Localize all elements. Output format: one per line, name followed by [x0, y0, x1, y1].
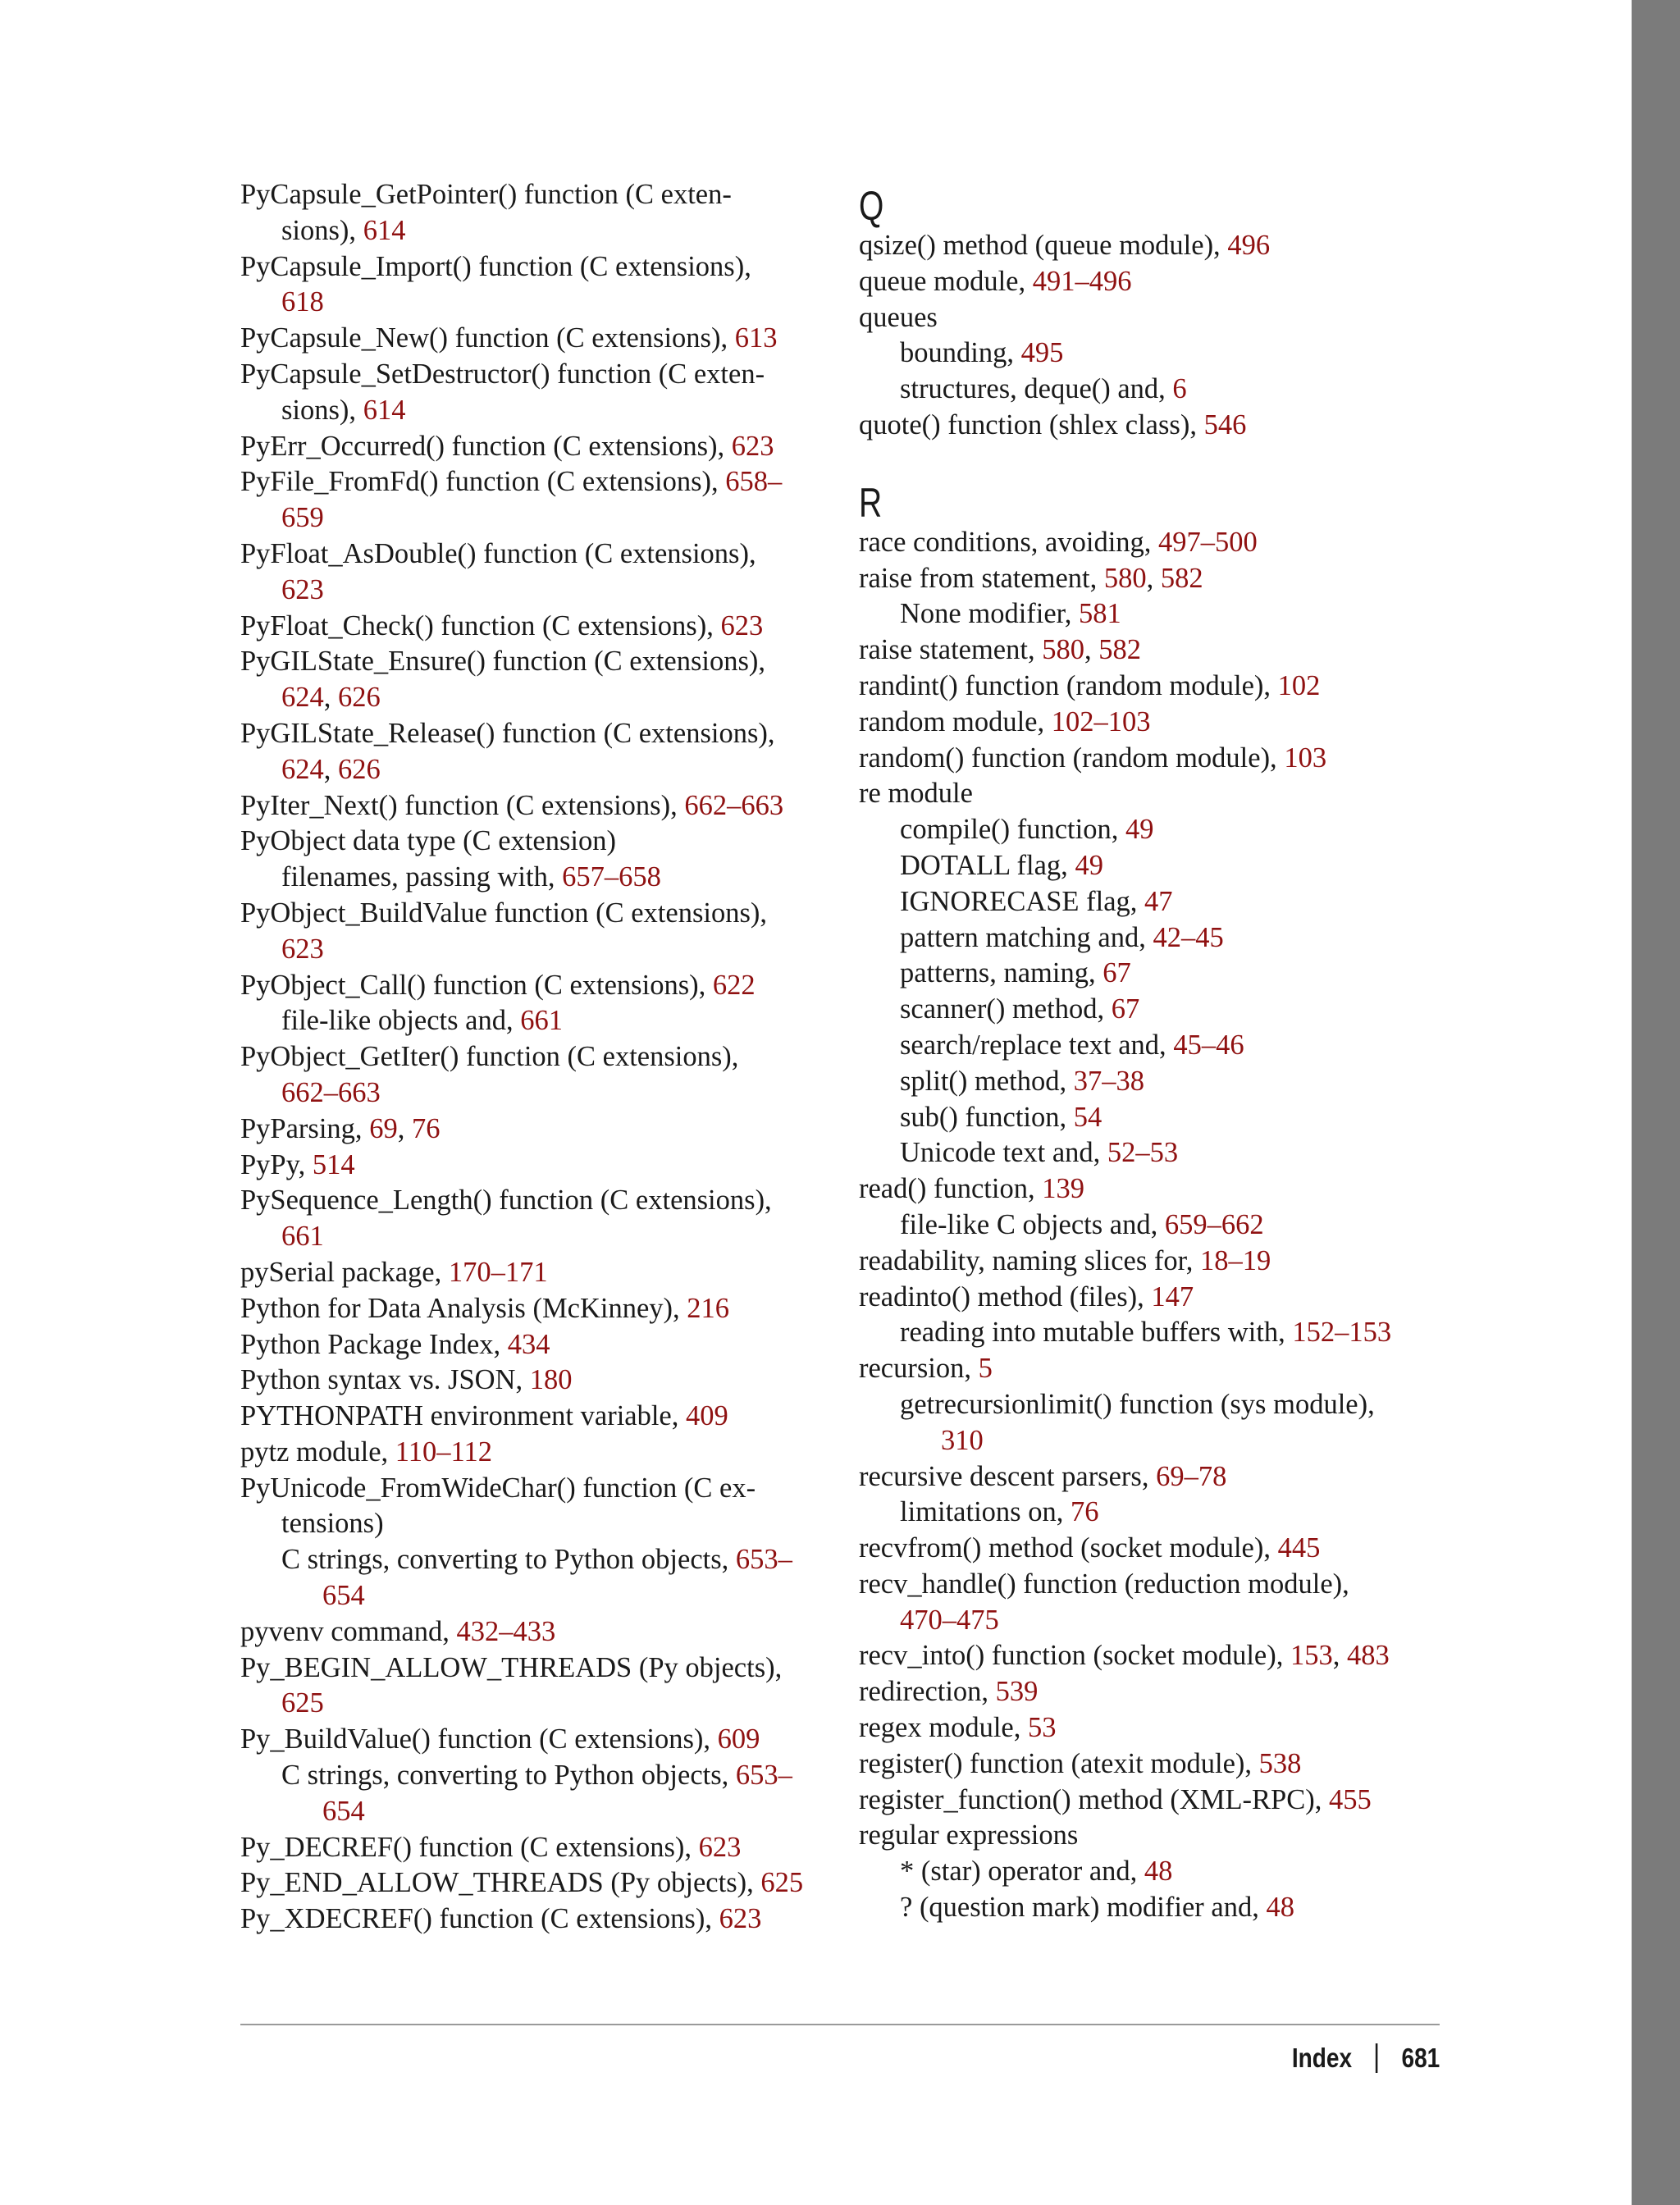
index-entry [859, 228, 1449, 264]
page-reference-link[interactable]: 103 [1284, 742, 1327, 774]
index-subentry [859, 884, 1449, 920]
index-entry [859, 1171, 1449, 1208]
index-entry [240, 1865, 839, 1901]
page-reference-link[interactable]: 110–112 [395, 1436, 492, 1468]
page-reference-link[interactable]: 170–171 [448, 1256, 548, 1288]
index-entry-text: structures, deque() and, [900, 373, 1173, 405]
index-entry [240, 357, 839, 393]
footer-section-label: Index [1291, 2043, 1352, 2073]
index-entry-text: pyvenv command, [240, 1615, 457, 1647]
index-entry-text: recvfrom() method (socket module), [859, 1532, 1278, 1564]
index-entry [240, 896, 839, 932]
index-entry-text: PyCapsule_Import() function (C extensions), [240, 250, 751, 282]
index-entry-text: register_function() method (XML-RPC), [859, 1783, 1329, 1815]
index-entry-text: DOTALL flag, [900, 849, 1075, 881]
index-entry [859, 1818, 1449, 1854]
index-column-right [859, 184, 1449, 1926]
index-entry-text: recv_into() function (socket module), [859, 1640, 1290, 1672]
index-entry-text: * (star) operator and, [900, 1856, 1144, 1888]
index-entry-text: raise statement, [859, 634, 1043, 666]
page-reference-link[interactable]: 514 [312, 1148, 355, 1180]
index-entry [859, 776, 1449, 812]
page-reference-link[interactable]: 69 [369, 1112, 398, 1144]
index-entry [240, 716, 839, 752]
index-entry [240, 1291, 839, 1327]
index-entry-text: regex module, [859, 1712, 1028, 1744]
index-entry [240, 644, 839, 680]
index-entry [240, 1471, 839, 1507]
index-entry-text: C strings, converting to Python objects, [281, 1544, 736, 1576]
page-reference-link[interactable]: 659 [281, 502, 324, 534]
index-subentry [240, 573, 839, 609]
index-entry [859, 264, 1449, 300]
page-reference-link[interactable]: 623 [720, 609, 764, 641]
page-reference-link[interactable]: 153 [1290, 1640, 1333, 1672]
index-entry-text: read() function, [859, 1173, 1043, 1205]
index-entry-text: random() function (random module), [859, 742, 1285, 774]
page-reference-link[interactable]: 53 [1027, 1712, 1057, 1744]
page-reference-link[interactable]: 432–433 [456, 1615, 556, 1647]
page-reference-link[interactable]: 76 [1070, 1496, 1099, 1528]
index-subentry [859, 848, 1449, 884]
index-subentry [240, 1506, 839, 1542]
page-reference-link[interactable]: 470–475 [900, 1604, 999, 1636]
index-entry [240, 464, 839, 500]
index-entry-text: getrecursionlimit() function (sys module), [900, 1388, 1375, 1420]
page-reference-link[interactable]: 654 [322, 1580, 365, 1612]
index-entry-text: Py_BuildValue() function (C extensions), [240, 1723, 718, 1755]
index-entry-text: register() function (atexit module), [859, 1747, 1259, 1779]
index-entry [240, 609, 839, 645]
page-reference-link[interactable]: 625 [760, 1867, 804, 1899]
index-subentry [859, 1100, 1449, 1136]
index-entry [240, 249, 839, 285]
index-subentry [859, 1854, 1449, 1890]
page-reference-link[interactable]: 67 [1102, 957, 1131, 989]
page-reference-link[interactable]: 497–500 [1158, 526, 1258, 558]
page-reference-link[interactable]: 614 [363, 214, 406, 246]
page-reference-link[interactable]: 491–496 [1032, 265, 1132, 297]
index-entry-text: split() method, [900, 1065, 1074, 1097]
index-entry-text: recursion, [859, 1353, 979, 1385]
index-entry [240, 824, 839, 860]
index-entry [859, 1280, 1449, 1316]
index-entry-text: Py_DECREF() function (C extensions), [240, 1831, 699, 1863]
index-entry-text: file-like objects and, [281, 1005, 521, 1037]
index-entry [859, 1244, 1449, 1280]
index-subentry [240, 1758, 839, 1794]
index-entry [240, 1435, 839, 1471]
page-reference-link[interactable]: 539 [995, 1676, 1039, 1708]
page-reference-link[interactable]: 625 [281, 1687, 324, 1719]
index-entry-text: PyFile_FromFd() function (C extensions), [240, 466, 726, 498]
index-subentry [240, 1542, 839, 1578]
page-reference-link[interactable]: 654 [322, 1795, 365, 1827]
index-entry-text: PYTHONPATH environment variable, [240, 1400, 686, 1432]
index-subentry [859, 1495, 1449, 1531]
index-entry [859, 1674, 1449, 1710]
index-entry: raise statement, 580, 582 [859, 634, 1141, 666]
index-entry [240, 1039, 839, 1075]
index-entry-text: PyFloat_Check() function (C extensions), [240, 609, 721, 641]
page-footer [1292, 2043, 1440, 2074]
index-entry [240, 1830, 839, 1866]
page-reference-link[interactable]: 626 [338, 753, 381, 785]
index-entry-text: sub() function, [900, 1101, 1074, 1133]
footer-rule [240, 2024, 1440, 2025]
page-reference-link[interactable]: 52–53 [1107, 1137, 1179, 1169]
index-entry: raise from statement, 580, 582 [859, 562, 1203, 594]
index-entry-text: search/replace text and, [900, 1029, 1174, 1061]
page-reference-link[interactable]: 102 [1277, 669, 1321, 701]
page-reference-link[interactable]: 310 [941, 1424, 984, 1456]
index-entry: PyParsing, 69, 76 [240, 1112, 441, 1144]
index-entry-text: filenames, passing with, [281, 861, 563, 893]
index-entry-text: PyObject_BuildValue function (C extensions), [240, 897, 767, 929]
index-entry [859, 1531, 1449, 1567]
index-subentry [240, 1219, 839, 1255]
index-subentry [859, 1028, 1449, 1064]
index-entry [240, 1399, 839, 1435]
page-reference-link[interactable]: 48 [1266, 1892, 1294, 1924]
index-subentry [859, 1315, 1449, 1351]
index-entry-text: recursive descent parsers, [859, 1460, 1157, 1492]
index-subentry [859, 1387, 1449, 1423]
page-reference-link[interactable]: 48 [1144, 1856, 1173, 1888]
index-entry-text: None modifier, [900, 598, 1080, 630]
page-reference-link[interactable]: 580 [1103, 562, 1147, 594]
index-entry-text: readability, naming slices for, [859, 1244, 1201, 1276]
index-entry-text: PyGILState_Release() function (C extensions), [240, 717, 775, 749]
index-entry [240, 536, 839, 573]
page-reference-link[interactable]: 69–78 [1156, 1460, 1227, 1492]
page-reference-link[interactable]: 614 [363, 394, 406, 426]
page-reference-link[interactable]: 483 [1346, 1640, 1390, 1672]
index-entry [859, 1710, 1449, 1746]
page-reference-link[interactable]: 147 [1151, 1281, 1194, 1312]
index-letter-heading: R [859, 479, 883, 526]
page-reference-link[interactable]: 538 [1258, 1747, 1302, 1779]
page-reference-link[interactable]: 180 [529, 1364, 573, 1396]
page-reference-link[interactable]: 661 [520, 1005, 563, 1037]
index-entry-text: sions), [281, 394, 363, 426]
page-reference-link[interactable]: 49 [1125, 814, 1154, 846]
page-reference-link[interactable]: 455 [1328, 1783, 1372, 1815]
page-reference-link[interactable]: 5 [978, 1353, 993, 1385]
index-entry [240, 788, 839, 824]
page-reference-link[interactable]: 445 [1277, 1532, 1321, 1564]
index-entry-text: readinto() method (files), [859, 1281, 1152, 1312]
index-entry-text: IGNORECASE flag, [900, 885, 1145, 917]
index-entry [859, 705, 1449, 741]
index-entry-text: sions), [281, 214, 363, 246]
index-entry [240, 177, 839, 213]
index-entry-text: pytz module, [240, 1436, 395, 1468]
index-entry-text: random module, [859, 705, 1052, 737]
index-entry-text: PyObject data type (C extension) [240, 825, 616, 857]
index-entry-text: Unicode text and, [900, 1137, 1107, 1169]
index-subentry [859, 1890, 1449, 1926]
page-reference-link[interactable]: 653– [735, 1760, 792, 1792]
index-entry-text: ? (question mark) modifier and, [900, 1892, 1267, 1924]
index-entry-text: tensions) [281, 1508, 384, 1540]
index-subentry [240, 1578, 839, 1614]
page-reference-link[interactable]: 623 [698, 1831, 742, 1863]
index-entry [240, 1148, 839, 1184]
index-entry-text: PyCapsule_SetDestructor() function (C exten- [240, 358, 765, 390]
page-reference-link[interactable]: 18–19 [1200, 1244, 1271, 1276]
page-reference-link[interactable]: 622 [712, 969, 756, 1001]
page-reference-link[interactable]: 662–663 [684, 789, 784, 821]
page-reference-link[interactable]: 581 [1079, 598, 1121, 630]
index-entry-text: re module [859, 778, 973, 810]
index-entry-text: C strings, converting to Python objects, [281, 1760, 736, 1792]
index-subentry [859, 812, 1449, 848]
index-entry [859, 1351, 1449, 1387]
page-reference-link[interactable]: 657–658 [562, 861, 661, 893]
index-entry [240, 1183, 839, 1219]
index-subentry [859, 920, 1449, 956]
page-edge-bar [1632, 0, 1680, 2205]
index-entry: recv_into() function (socket module), 153, 483 [859, 1640, 1390, 1672]
page-reference-link[interactable]: 102–103 [1051, 705, 1151, 737]
page-reference-link[interactable]: 47 [1144, 885, 1173, 917]
page-reference-link[interactable]: 152–153 [1292, 1317, 1392, 1349]
index-subentry [240, 860, 839, 896]
index-entry [859, 1783, 1449, 1819]
index-entry-text: Py_BEGIN_ALLOW_THREADS (Py objects), [240, 1651, 783, 1683]
index-entry-text: redirection, [859, 1676, 996, 1708]
index-subentry: 624, 626 [281, 753, 381, 785]
page-reference-link[interactable]: 76 [411, 1112, 441, 1144]
index-entry [859, 408, 1449, 444]
page-reference-link[interactable]: 661 [281, 1221, 324, 1253]
index-entry-text: Python for Data Analysis (McKinney), [240, 1292, 687, 1324]
index-subentry [240, 1794, 839, 1830]
index-subentry [240, 500, 839, 536]
index-entry-text: Python Package Index, [240, 1328, 508, 1360]
index-subentry: 624, 626 [281, 682, 381, 714]
index-entry-text: PyObject_GetIter() function (C extensions), [240, 1041, 739, 1073]
index-entry [240, 321, 839, 357]
index-entry [859, 741, 1449, 777]
page-reference-link[interactable]: 496 [1227, 230, 1271, 261]
index-entry-text: Py_END_ALLOW_THREADS (Py objects), [240, 1867, 761, 1899]
index-entry-text: PyParsing, [240, 1112, 370, 1144]
index-subentry [240, 393, 839, 429]
index-entry-text: raise from statement, [859, 562, 1104, 594]
index-entry-text: PyIter_Next() function (C extensions), [240, 789, 685, 821]
index-entry [240, 1901, 839, 1938]
index-entry-text: PySequence_Length() function (C extensions), [240, 1185, 772, 1217]
page-reference-link[interactable]: 434 [507, 1328, 550, 1360]
page-reference-link[interactable]: 49 [1075, 849, 1103, 881]
index-entry [240, 1614, 839, 1650]
index-entry [240, 1255, 839, 1291]
page-reference-link[interactable]: 623 [281, 573, 324, 605]
index-subentry [859, 956, 1449, 992]
page-reference-link[interactable]: 609 [717, 1723, 760, 1755]
index-entry-text: PyErr_Occurred() function (C extensions), [240, 430, 732, 462]
index-entry-text: PyPy, [240, 1148, 313, 1180]
page-reference-link[interactable]: 618 [281, 286, 324, 318]
index-entry-text: queues [859, 301, 938, 333]
index-entry-text: reading into mutable buffers with, [900, 1317, 1293, 1349]
index-entry-text: recv_handle() function (reduction module), [859, 1568, 1349, 1600]
index-entry-text: limitations on, [900, 1496, 1071, 1528]
index-subentry [240, 1686, 839, 1722]
index-subentry [859, 1423, 1449, 1459]
index-entry-text: pattern matching and, [900, 921, 1153, 953]
index-entry-text: bounding, [900, 337, 1021, 369]
index-entry [859, 1567, 1449, 1603]
index-entry-text: race conditions, avoiding, [859, 526, 1159, 558]
page-reference-link[interactable]: 216 [687, 1292, 730, 1324]
index-subentry [859, 1208, 1449, 1244]
index-entry [240, 1722, 839, 1758]
index-column-left [240, 177, 839, 1938]
page-reference-link[interactable]: 139 [1042, 1173, 1084, 1205]
index-entry-text: PyCapsule_New() function (C extensions), [240, 322, 735, 354]
index-subentry [240, 213, 839, 249]
index-subentry [859, 992, 1449, 1028]
index-entry-text: PyUnicode_FromWideChar() function (C ex- [240, 1472, 756, 1504]
page-reference-link[interactable]: 37–38 [1073, 1065, 1145, 1097]
page-reference-link[interactable]: 624 [281, 753, 324, 785]
index-entry [240, 429, 839, 465]
index-subentry [240, 1003, 839, 1039]
index-entry-text: PyCapsule_GetPointer() function (C exten- [240, 179, 732, 210]
index-entry [240, 1327, 839, 1363]
index-entry-text: file-like C objects and, [900, 1208, 1165, 1240]
index-entry-text: scanner() method, [900, 993, 1112, 1025]
index-subentry [859, 1135, 1449, 1171]
page-reference-link[interactable]: 582 [1160, 562, 1203, 594]
index-entry-text: Python syntax vs. JSON, [240, 1364, 530, 1396]
page-reference-link[interactable]: 42–45 [1153, 921, 1224, 953]
index-subentry [859, 336, 1449, 372]
index-entry-text: Py_XDECREF() function (C extensions), [240, 1903, 719, 1935]
page-reference-link[interactable]: 653– [735, 1544, 792, 1576]
index-entry-text: compile() function, [900, 814, 1125, 846]
page-reference-link[interactable]: 659–662 [1164, 1208, 1264, 1240]
page-reference-link[interactable]: 67 [1111, 993, 1140, 1025]
index-entry-text: regular expressions [859, 1819, 1079, 1851]
page-reference-link[interactable]: 546 [1203, 409, 1247, 441]
index-subentry [240, 285, 839, 321]
index-entry [240, 968, 839, 1004]
index-entry [859, 669, 1449, 705]
page-reference-link[interactable]: 6 [1172, 373, 1187, 405]
index-entry [240, 1363, 839, 1399]
index-entry-text: pySerial package, [240, 1256, 449, 1288]
page-reference-link[interactable]: 582 [1098, 634, 1141, 666]
index-entry-text: PyObject_Call() function (C extensions), [240, 969, 713, 1001]
index-subentry [240, 932, 839, 968]
page-reference-link[interactable]: 658– [725, 466, 783, 498]
page-reference-link[interactable]: 495 [1020, 337, 1064, 369]
page-reference-link[interactable]: 624 [281, 682, 324, 714]
index-subentry [859, 1064, 1449, 1100]
index-entry-text: queue module, [859, 265, 1033, 297]
page-reference-link[interactable]: 626 [338, 682, 381, 714]
page-reference-link[interactable]: 580 [1042, 634, 1084, 666]
page-reference-link[interactable]: 623 [731, 430, 774, 462]
index-entry-text: qsize() method (queue module), [859, 230, 1228, 261]
index-entry-text: patterns, naming, [900, 957, 1103, 989]
index-entry [859, 1459, 1449, 1495]
index-entry [240, 1650, 839, 1687]
footer-separator [1376, 2043, 1378, 2073]
index-letter-heading: Q [859, 183, 884, 229]
page-reference-link[interactable]: 623 [719, 1903, 762, 1935]
index-subentry [859, 372, 1449, 408]
index-entry-text: quote() function (shlex class), [859, 409, 1204, 441]
index-entry [859, 300, 1449, 336]
index-entry-text: PyFloat_AsDouble() function (C extensions), [240, 537, 756, 569]
index-entry [859, 1746, 1449, 1783]
page-reference-link[interactable]: 662–663 [281, 1076, 381, 1108]
index-entry-text: randint() function (random module), [859, 669, 1278, 701]
index-entry [859, 525, 1449, 561]
page-reference-link[interactable]: 45–46 [1173, 1029, 1244, 1061]
index-entry-text: PyGILState_Ensure() function (C extensions), [240, 646, 766, 678]
section-gap [859, 444, 1449, 481]
page-number: 681 [1401, 2043, 1440, 2073]
index-subentry [240, 1075, 839, 1112]
page-reference-link[interactable]: 613 [734, 322, 778, 354]
page-reference-link[interactable]: 623 [281, 933, 324, 965]
index-subentry [859, 596, 1449, 632]
page-reference-link[interactable]: 54 [1073, 1101, 1102, 1133]
index-subentry [859, 1603, 1449, 1639]
page-reference-link[interactable]: 409 [686, 1400, 728, 1432]
